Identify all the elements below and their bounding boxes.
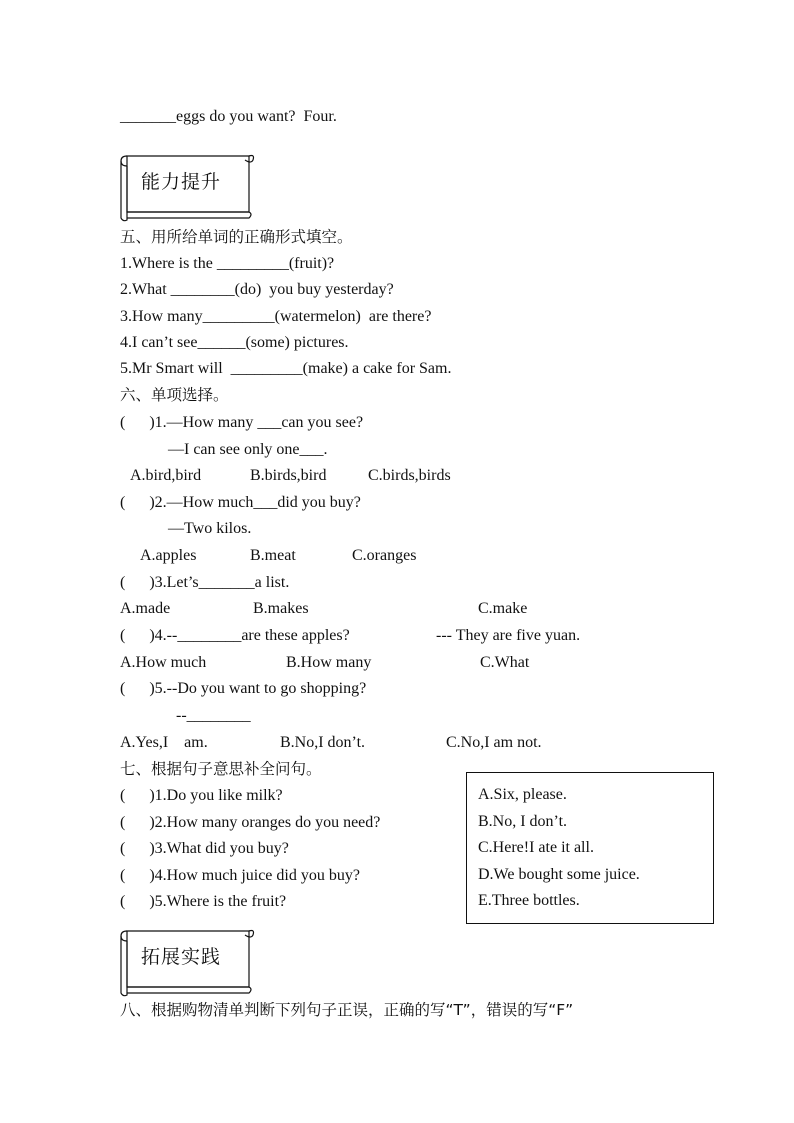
mc-q4-option-b: B.How many xyxy=(286,654,372,671)
top-line-text: eggs do you want? Four. xyxy=(176,108,337,125)
mc-q3-option-b: B.makes xyxy=(253,600,309,617)
mc-q3-option-c: C.make xyxy=(478,600,528,617)
match-question-3: ( )3.What did you buy? xyxy=(120,840,289,857)
fill-item-3: 3.How many_________(watermelon) are there? xyxy=(120,308,432,325)
fill-item-4: 4.I can’t see______(some) pictures. xyxy=(120,334,349,351)
mc-q5-option-b: B.No,I don’t. xyxy=(280,734,366,751)
match-question-4: ( )4.How much juice did you buy? xyxy=(120,867,360,884)
answer-option-c: C.Here!I ate it all. xyxy=(478,839,594,856)
mc-q4-reply: --- They are five yuan. xyxy=(436,627,581,644)
section5-heading: 五、用所给单词的正确形式填空。 xyxy=(120,228,353,246)
mc-q1-stem: ( )1.—How many ___can you see? xyxy=(120,414,364,431)
answer-options-box xyxy=(466,772,714,924)
mc-q1-stem2: —I can see only one___. xyxy=(168,441,328,458)
mc-q3-stem: ( )3.Let’s_______a list. xyxy=(120,574,290,591)
top-line xyxy=(120,107,337,127)
answer-blank: _______ xyxy=(120,108,176,125)
answer-option-d: D.We bought some juice. xyxy=(478,866,640,883)
mc-q5-stem: ( )5.--Do you want to go shopping? xyxy=(120,680,367,697)
mc-q2-option-a: A.apples xyxy=(140,547,197,564)
mc-q1-option-a: A.bird,bird xyxy=(130,467,202,484)
mc-q5-stem2: --________ xyxy=(176,707,251,724)
mc-q3-option-a: A.made xyxy=(120,600,171,617)
section7-heading: 七、根据句子意思补全问句。 xyxy=(120,760,322,778)
answer-option-e: E.Three bottles. xyxy=(478,892,580,909)
match-question-5: ( )5.Where is the fruit? xyxy=(120,893,287,910)
fill-item-2: 2.What ________(do) you buy yesterday? xyxy=(120,281,394,298)
fill-item-1: 1.Where is the _________(fruit)? xyxy=(120,255,335,272)
mc-q2-option-b: B.meat xyxy=(250,547,296,564)
mc-q5-option-c: C.No,I am not. xyxy=(446,734,542,751)
section-banner-extension xyxy=(117,925,255,993)
section8-heading: 八、根据购物清单判断下列句子正误，正确的写“T”，错误的写“F” xyxy=(120,1001,574,1019)
mc-q4-stem: ( )4.--________are these apples? xyxy=(120,627,350,644)
banner-title: 能力提升 xyxy=(141,171,222,193)
mc-q4-option-c: C.What xyxy=(480,654,530,671)
fill-item-5: 5.Mr Smart will _________(make) a cake for Sam. xyxy=(120,360,452,377)
answer-option-b: B.No, I don’t. xyxy=(478,813,568,830)
banner-title: 拓展实践 xyxy=(141,946,222,968)
match-question-2: ( )2.How many oranges do you need? xyxy=(120,814,381,831)
mc-q2-stem: ( )2.—How much___did you buy? xyxy=(120,494,361,511)
answer-option-a: A.Six, please. xyxy=(478,786,567,803)
section6-heading: 六、单项选择。 xyxy=(120,386,229,404)
mc-q5-option-a: A.Yes,I am. xyxy=(120,734,208,751)
mc-q2-stem2: —Two kilos. xyxy=(168,520,252,537)
mc-q2-option-c: C.oranges xyxy=(352,547,417,564)
mc-q1-option-c: C.birds,birds xyxy=(368,467,451,484)
match-question-1: ( )1.Do you like milk? xyxy=(120,787,283,804)
mc-q1-option-b: B.birds,bird xyxy=(250,467,327,484)
mc-q4-option-a: A.How much xyxy=(120,654,207,671)
section-banner-ability xyxy=(117,150,255,218)
